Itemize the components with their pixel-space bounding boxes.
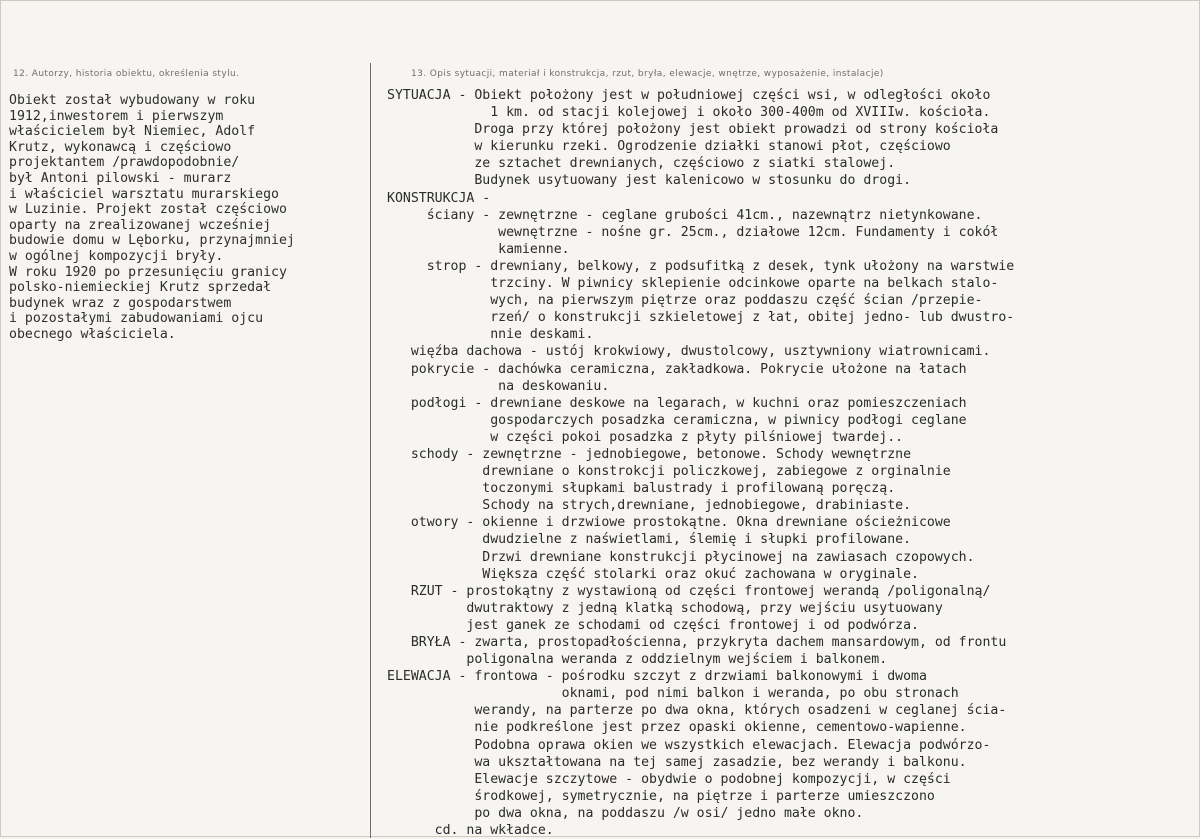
- left-column-header: 12. Autorzy, historia obiektu, określenia stylu.: [13, 69, 240, 79]
- text-line: i właściciel warsztatu murarskiego: [9, 186, 279, 202]
- text-line: Schody na strych,drewniane, jednobiegowe, drabiniaste.: [387, 498, 912, 514]
- text-line: środkowej, symetrycznie, na piętrze i parterze umieszczono: [387, 788, 935, 804]
- text-line: właścicielem był Niemiec, Adolf: [9, 124, 256, 140]
- text-line: KONSTRUKCJA -: [387, 190, 491, 206]
- text-line: był Antoni pilowski - murarz: [9, 170, 232, 186]
- text-line: oknami, pod nimi balkon i weranda, po obu stronach: [387, 686, 959, 702]
- text-line: projektantem /prawdopodobnie/: [9, 155, 240, 171]
- text-line: Drzwi drewniane konstrukcji płycinowej na zawiasach czopowych.: [387, 549, 975, 565]
- text-line: wych, na pierwszym piętrze oraz poddaszu część ścian /przepie-: [387, 293, 983, 309]
- text-line: dwutraktowy z jedną klatką schodową, przy wejściu usytuowany: [387, 600, 943, 616]
- text-line: rzeń/ o konstrukcji szkieletowej z łat, obitej jedno- lub dwustro-: [387, 310, 1015, 326]
- text-line: w Luzinie. Projekt został częściowo: [9, 202, 287, 218]
- text-line: SYTUACJA - Obiekt położony jest w południowej części wsi, w odległości około: [387, 88, 991, 103]
- text-line: oparty na zrealizowanej wcześniej: [9, 217, 272, 233]
- text-line: nie podkreślone jest przez opaski okienne, cementowo-wapienne.: [387, 720, 967, 736]
- text-line: BRYŁA - zwarta, prostopadłościenna, przykryta dachem mansardowym, od frontu: [387, 635, 1007, 650]
- text-line: Podobna oprawa okien we wszystkich elewacjach. Elewacja podwórzo-: [387, 737, 991, 753]
- text-line: i pozostałymi zabudowaniami ojcu: [9, 311, 264, 327]
- text-line: w ogólnej kompozycji bryły.: [9, 248, 224, 264]
- text-line: strop - drewniany, belkowy, z podsufitką z desek, tynk ułożony na warstwie: [387, 258, 1015, 274]
- text-line: w kierunku rzeki. Ogrodzenie działki stanowi płot, częściowo: [387, 139, 951, 155]
- text-line: Krutz, wykonawcą i częściowo: [9, 139, 232, 155]
- text-line: ściany - zewnętrzne - ceglane grubości 41cm., nazewnątrz nietynkowane.: [387, 207, 983, 223]
- text-line: kamienne.: [387, 241, 570, 257]
- text-line: ze sztachet drewnianych, częściowo z siatki stalowej.: [387, 156, 896, 172]
- text-line: cd. na wkładce.: [387, 823, 554, 839]
- text-line: Droga przy której położony jest obiekt prowadzi od strony kościoła: [387, 122, 999, 138]
- text-line: trzciny. W piwnicy sklepienie odcinkowe oparte na belkach stalo-: [387, 276, 999, 292]
- column-divider: [370, 63, 371, 838]
- text-line: dwudzielne z naświetlami, ślemię i słupki profilowane.: [387, 532, 912, 548]
- text-line: toczonymi słupkami balustrady i profilowaną poręczą.: [387, 481, 896, 497]
- text-line: W roku 1920 po przesunięciu granicy: [9, 264, 287, 280]
- author-history-text: [9, 93, 369, 343]
- text-line: schody - zewnętrzne - jednobiegowe, betonowe. Schody wewnętrzne: [387, 446, 912, 462]
- text-line: podłogi - drewniane deskowe na legarach, w kuchni oraz pomieszczeniach: [387, 395, 967, 411]
- text-line: Większa część stolarki oraz okuć zachowana w oryginale.: [387, 566, 919, 582]
- text-line: werandy, na parterze po dwa okna, których osadzeni w ceglanej ścia-: [387, 703, 1007, 719]
- text-line: obecnego właściciela.: [9, 326, 176, 342]
- text-line: otwory - okienne i drzwiowe prostokątne. Okna drewniane ościeżnicowe: [387, 515, 951, 531]
- text-line: pokrycie - dachówka ceramiczna, zakładkowa. Pokrycie ułożone na łatach: [387, 361, 967, 377]
- text-line: Obiekt został wybudowany w roku: [9, 93, 256, 108]
- text-line: Budynek usytuowany jest kalenicowo w stosunku do drogi.: [387, 173, 912, 189]
- text-line: RZUT - prostokątny z wystawioną od części frontowej werandą /poligonalną/: [387, 583, 991, 599]
- text-line: w części pokoi posadzka z płyty pilśniowej twardej..: [387, 429, 904, 445]
- text-line: poligonalna weranda z oddzielnym wejściem i balkonem.: [387, 652, 888, 668]
- text-line: polsko-niemieckiej Krutz sprzedał: [9, 280, 272, 296]
- text-line: po dwa okna, na poddaszu /w osi/ jedno małe okno.: [387, 805, 864, 821]
- text-line: 1 km. od stacji kolejowej i około 300-400m od XVIIIw. kościoła.: [387, 105, 991, 121]
- text-line: więźba dachowa - ustój krokwiowy, dwustolcowy, usztywniony wiatrownicami.: [387, 344, 991, 360]
- text-line: gospodarczych posadzka ceramiczna, w piwnicy podłogi ceglane: [387, 412, 967, 428]
- description-text: [387, 87, 1197, 839]
- text-line: jest ganek ze schodami od części frontowej i od podwórza.: [387, 617, 919, 633]
- text-line: budowie domu w Lęborku, przynajmniej: [9, 233, 295, 249]
- right-column-header: 13. Opis sytuacji, materiał i konstrukcja, rzut, bryła, elewacje, wnętrze, wyposażenie, instalacje): [411, 69, 884, 79]
- text-line: 1912,inwestorem i pierwszym: [9, 108, 224, 124]
- text-line: wewnętrzne - nośne gr. 25cm., działowe 12cm. Fundamenty i cokół: [387, 224, 999, 240]
- text-line: Elewacje szczytowe - obydwie o podobnej kompozycji, w części: [387, 771, 951, 787]
- text-line: nnie deskami.: [387, 327, 594, 343]
- text-line: na deskowaniu.: [387, 378, 610, 394]
- text-line: ELEWACJA - frontowa - pośrodku szczyt z drzwiami balkonowymi i dwoma: [387, 669, 927, 685]
- text-line: wa ukształtowana na tej samej zasadzie, bez werandy i balkonu.: [387, 754, 967, 770]
- text-line: drewniane o konstrokcji policzkowej, zabiegowe z orginalnie: [387, 464, 951, 480]
- text-line: budynek wraz z gospodarstwem: [9, 295, 232, 311]
